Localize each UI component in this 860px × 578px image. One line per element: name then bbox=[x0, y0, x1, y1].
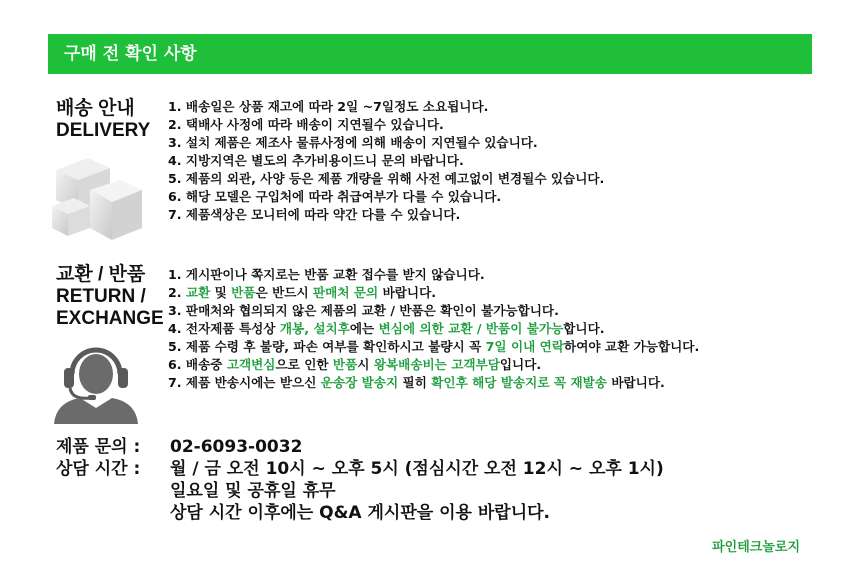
list-item bbox=[168, 320, 699, 338]
inquiry-label: 제품 문의 : bbox=[56, 437, 141, 457]
boxes-icon bbox=[50, 148, 150, 248]
list-item: 1. 게시판이나 쪽지로는 반품 교환 접수를 받지 않습니다. bbox=[168, 267, 485, 282]
list-item: 3. 판매처와 협의되지 않은 제품의 교환 / 반품은 확인이 불가능합니다. bbox=[168, 303, 559, 318]
highlight-text: 고객변심 bbox=[226, 357, 276, 372]
delivery-title-ko: 배송 안내 bbox=[56, 98, 135, 119]
list-item: 2. 택배사 사정에 따라 배송이 지연될수 있습니다. bbox=[168, 117, 444, 132]
hours-line: 상담 시간 이후에는 Q&A 게시판을 이용 바랍니다. bbox=[170, 503, 550, 523]
returns-title-en-2: EXCHANGE bbox=[56, 308, 164, 329]
list-item bbox=[168, 284, 699, 302]
section-header bbox=[48, 34, 812, 74]
text: 시 bbox=[357, 357, 374, 372]
text: 4. 전자제품 특성상 bbox=[168, 321, 280, 336]
returns-title bbox=[56, 264, 164, 330]
headset-agent-icon bbox=[50, 334, 142, 424]
hours-line: 월 / 금 오전 10시 ~ 오후 5시 (점심시간 오전 12시 ~ 오후 1시) bbox=[170, 459, 664, 479]
delivery-title bbox=[56, 98, 150, 142]
list-item: 6. 해당 모델은 구입처에 따라 취급여부가 다를 수 있습니다. bbox=[168, 189, 502, 204]
text: 6. 배송중 bbox=[168, 357, 227, 372]
highlight-text: 개봉, 설치후 bbox=[279, 321, 350, 336]
text: 및 bbox=[210, 285, 232, 300]
phone-number: 02-6093-0032 bbox=[170, 437, 303, 457]
list-item: 7. 제품색상은 모니터에 따라 약간 다를 수 있습니다. bbox=[168, 207, 461, 222]
text: 5. 제품 수령 후 불량, 파손 여부를 확인하시고 불량시 꼭 bbox=[168, 339, 486, 354]
list-item bbox=[168, 356, 699, 374]
list-item: 4. 지방지역은 별도의 추가비용이드니 문의 바랍니다. bbox=[168, 153, 464, 168]
text: 필히 bbox=[398, 375, 432, 390]
highlight-text: 판매처 문의 bbox=[313, 285, 379, 300]
text: 하여야 교환 가능합니다. bbox=[564, 339, 700, 354]
text: 7. 제품 반송시에는 받으신 bbox=[168, 375, 321, 390]
returns-list bbox=[168, 266, 699, 392]
brand-name: 파인테크놀로지 bbox=[712, 540, 800, 555]
highlight-text: 반품 bbox=[332, 357, 358, 372]
header-title: 구매 전 확인 사항 bbox=[64, 44, 197, 64]
delivery-list bbox=[168, 98, 604, 224]
highlight-text: 교환 bbox=[185, 285, 211, 300]
text: 2. bbox=[168, 285, 186, 300]
list-item: 5. 제품의 외관, 사양 등은 제품 개량을 위해 사전 예고없이 변경될수 있습니다. bbox=[168, 171, 605, 186]
returns-title-ko: 교환 / 반품 bbox=[56, 264, 146, 285]
list-item: 3. 설치 제품은 제조사 물류사정에 의해 배송이 지연될수 있습니다. bbox=[168, 135, 538, 150]
text: 바랍니다. bbox=[378, 285, 437, 300]
text: 으로 인한 bbox=[275, 357, 333, 372]
highlight-text: 왕복배송비는 고객부담 bbox=[373, 357, 500, 372]
list-item: 1. 배송일은 상품 재고에 따라 2일 ~7일정도 소요됩니다. bbox=[168, 99, 489, 114]
hours-label: 상담 시간 : bbox=[56, 459, 141, 479]
text: 에는 bbox=[349, 321, 379, 336]
highlight-text: 반품 bbox=[231, 285, 256, 300]
list-item bbox=[168, 374, 699, 392]
highlight-text: 7일 이내 연락 bbox=[485, 339, 565, 354]
delivery-title-en: DELIVERY bbox=[56, 120, 151, 141]
highlight-text: 확인후 해당 발송지로 꼭 재발송 bbox=[431, 375, 607, 390]
text: 합니다. bbox=[563, 321, 605, 336]
highlight-text: 운송장 발송지 bbox=[320, 375, 399, 390]
text: 은 반드시 bbox=[255, 285, 313, 300]
list-item bbox=[168, 338, 699, 356]
text: 입니다. bbox=[499, 357, 542, 372]
returns-title-en-1: RETURN / bbox=[56, 286, 146, 307]
hours-line: 일요일 및 공휴일 휴무 bbox=[170, 481, 336, 501]
text: 바랍니다. bbox=[606, 375, 665, 390]
highlight-text: 변심에 의한 교환 / 반품이 불가능 bbox=[378, 321, 564, 336]
